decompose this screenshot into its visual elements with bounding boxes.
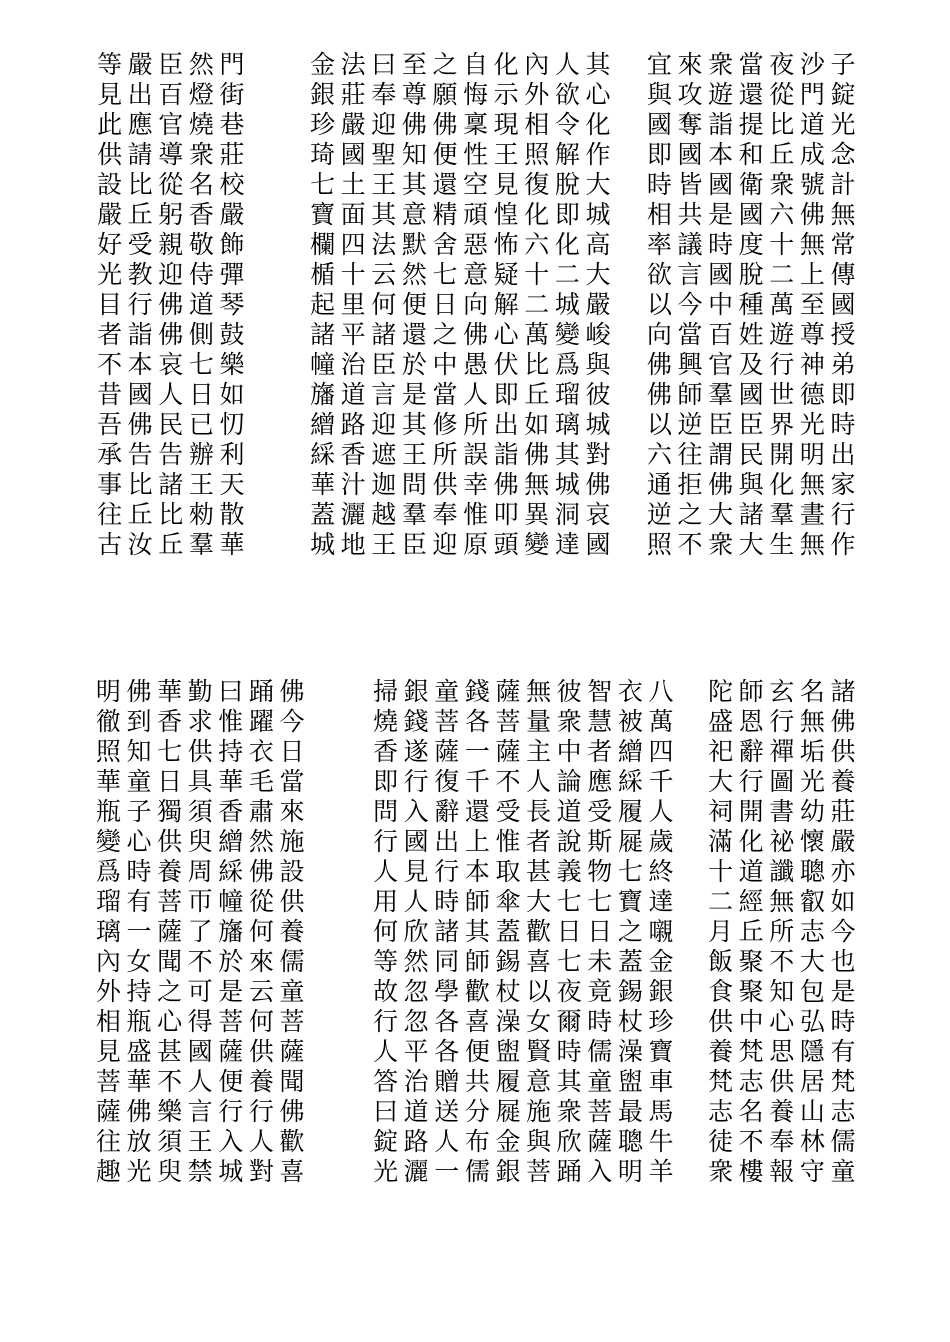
text-column: 曰 惟 持 華 香 繒 綵 幢 旛 於 是 菩 薩 便 行 入 城 (218, 677, 244, 1186)
text-column: 錢 各 一 千 還 上 本 師 其 師 歡 喜 便 共 分 布 儒 (464, 677, 490, 1186)
text-column: 夜 從 比 丘 衆 六 十 二 萬 遊 行 世 界 開 化 羣 生 (769, 50, 795, 559)
text-column: 來 攻 奪 國 皆 共 議 言 今 當 興 師 逆 往 拒 之 不 (677, 50, 703, 559)
text-column: 然 燈 燒 衆 名 香 敬 侍 道 側 七 日 已 辦 王 勑 羣 (188, 50, 214, 559)
text-column: 無 量 主 人 長 者 甚 大 歡 喜 以 女 賢 意 施 與 菩 (526, 677, 552, 1186)
text-column: 宜 與 國 即 時 相 率 欲 以 向 佛 佛 以 六 通 逆 照 (646, 50, 672, 559)
text-column: 佛 今 日 當 來 施 設 供 養 儒 童 菩 薩 聞 佛 歡 喜 (279, 677, 305, 1186)
text-column: 華 香 七 日 獨 供 養 菩 薩 聞 之 心 甚 不 樂 須 臾 (157, 677, 183, 1186)
text-column: 銀 錢 遂 行 入 國 見 人 欣 然 忽 忽 平 治 道 路 灑 (403, 677, 429, 1186)
text-column: 法 莊 嚴 國 土 面 四 十 里 平 治 道 路 香 汁 灑 地 (340, 50, 366, 559)
text-column: 彼 衆 中 論 道 說 義 七 日 七 夜 爾 時 其 衆 欣 踊 (556, 677, 582, 1186)
text-column: 門 街 巷 莊 校 嚴 飾 彈 琴 鼓 樂 如 忉 利 天 散 華 (219, 50, 245, 559)
text-column: 嚴 出 應 請 比 丘 受 教 行 詣 本 國 佛 告 比 丘 汝 (127, 50, 153, 559)
text-column: 智 慧 者 應 受 斯 物 七 日 未 竟 時 儒 童 菩 薩 入 (587, 677, 613, 1186)
text-column: 內 外 相 照 復 化 六 十 二 萬 比 丘 如 佛 無 異 變 (524, 50, 550, 559)
text-column: 陀 盛 祀 大 祠 滿 十 二 月 飯 食 供 養 梵 志 徒 衆 (708, 677, 734, 1186)
text-column: 明 徹 照 華 瓶 變 爲 瑠 璃 內 外 相 見 菩 薩 往 趣 (95, 677, 121, 1186)
text-column: 名 無 垢 光 幼 懷 聰 叡 志 大 包 弘 隱 居 山 林 守 (799, 677, 825, 1186)
text-column: 佛 到 知 童 子 心 時 有 一 女 持 瓶 盛 華 佛 放 光 (126, 677, 152, 1186)
text-column: 玄 行 禪 圖 書 祕 讖 無 所 不 知 心 思 供 養 奉 報 (769, 677, 795, 1186)
text-column: 人 欲 令 解 脫 即 化 二 城 變 爲 瑠 璃 其 城 洞 達 (554, 50, 580, 559)
text-column: 衆 遊 詣 本 國 是 時 國 中 百 官 羣 臣 謂 佛 大 衆 (708, 50, 734, 559)
text-column: 衣 被 繒 綵 履 屣 七 寶 之 蓋 錫 杖 澡 盥 最 聰 明 (617, 677, 643, 1186)
text-column: 其 心 化 作 大 城 高 大 嚴 峻 與 彼 城 對 佛 哀 國 (585, 50, 611, 559)
text-column: 金 銀 珍 琦 七 寶 欄 楯 起 諸 幢 旛 繒 綵 華 蓋 城 (310, 50, 336, 559)
text-column: 薩 菩 薩 不 受 惟 取 傘 蓋 錫 杖 澡 盥 履 屣 金 銀 (495, 677, 521, 1186)
text-column: 化 示 現 王 見 惶 怖 疑 解 心 伏 即 出 詣 佛 叩 頭 (493, 50, 519, 559)
text-column: 勤 求 供 具 須 臾 周 帀 了 不 可 得 國 人 言 王 禁 (187, 677, 213, 1186)
text-column: 至 尊 佛 知 其 意 默 然 便 還 於 是 其 王 問 羣 臣 (401, 50, 427, 559)
text-column: 子 錠 光 念 計 無 常 傳 國 授 弟 即 時 出 家 行 作 (830, 50, 856, 559)
text-column: 自 悔 稟 性 空 頑 惡 意 向 佛 愚 人 所 誤 幸 惟 原 (463, 50, 489, 559)
text-column: 踊 躍 衣 毛 肅 然 佛 從 何 來 云 何 供 養 行 人 對 (248, 677, 274, 1186)
text-column: 諸 佛 供 養 莊 嚴 亦 如 今 也 是 時 有 梵 志 儒 童 (830, 677, 856, 1186)
text-column: 等 見 此 供 設 嚴 好 光 目 者 不 昔 吾 承 事 往 古 (97, 50, 123, 559)
text-column: 當 還 提 和 衛 國 度 脫 種 姓 及 國 臣 民 與 諸 大 (738, 50, 764, 559)
text-column: 之 願 佛 便 還 精 舍 七 日 之 中 當 修 所 供 奉 迎 (432, 50, 458, 559)
text-column: 童 菩 薩 復 辭 出 行 時 諸 同 學 各 各 贈 送 人 一 (434, 677, 460, 1186)
text-column: 師 恩 辭 行 開 化 道 經 丘 聚 聚 中 梵 志 名 不 樓 (738, 677, 764, 1186)
text-column: 曰 奉 迎 聖 王 其 法 云 何 諸 臣 言 迎 遮 迦 越 王 (371, 50, 397, 559)
text-column: 沙 門 道 成 號 佛 無 上 至 尊 神 德 光 明 無 晝 無 (799, 50, 825, 559)
text-column: 八 萬 四 千 人 歲 終 達 嚫 金 銀 珍 寶 車 馬 牛 羊 (648, 677, 674, 1186)
text-column: 臣 百 官 導 從 躬 親 迎 佛 佛 哀 人 民 告 諸 比 丘 (158, 50, 184, 559)
text-column: 掃 燒 香 即 問 行 人 用 何 等 故 行 人 答 曰 錠 光 (373, 677, 399, 1186)
